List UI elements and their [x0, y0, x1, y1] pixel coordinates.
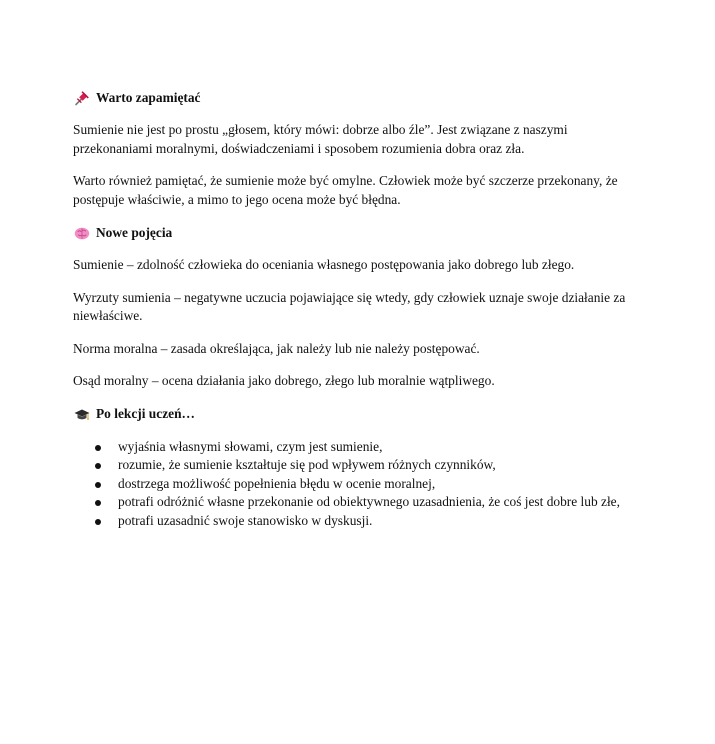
list-item [95, 438, 637, 457]
section-heading-warto-zapamietac [73, 88, 637, 108]
section-heading-text: Warto zapamiętać [96, 89, 201, 105]
bullet-icon [95, 445, 101, 451]
list-item [95, 456, 637, 475]
list-item [95, 512, 637, 531]
section-heading-text: Po lekcji uczeń… [96, 406, 195, 422]
definition-paragraph: Sumienie – zdolność człowieka do oceniania własnego postępowania jako dobrego lub złego. [73, 257, 575, 272]
bullet-icon [95, 463, 101, 469]
bullet-icon [95, 519, 101, 525]
list-item-text: potrafi odróżnić własne przekonanie od obiektywnego uzasadnienia, że coś jest dobre lub złe, [118, 494, 620, 509]
pushpin-icon [73, 89, 91, 107]
section-heading-nowe-pojecia [73, 223, 637, 243]
definition-paragraph: Norma moralna – zasada określająca, jak należy lub nie należy postępować. [73, 340, 480, 356]
list-item-text: potrafi uzasadnić swoje stanowisko w dyskusji. [118, 512, 373, 528]
bullet-icon [95, 500, 101, 506]
bullet-icon [95, 482, 101, 488]
definition-paragraph: Wyrzuty sumienia – negatywne uczucia pojawiające się wtedy, gdy człowiek uznaje swoje działanie za niewłaściwe. [73, 289, 626, 323]
list-item [95, 475, 637, 494]
list-item [95, 493, 637, 512]
paragraph: Sumienie nie jest po prostu „głosem, który mówi: dobrze albo źle”. Jest związane z naszymi przekonaniami moralnymi, doświadczeniami i sposobem rozumienia dobra oraz zła. [73, 122, 568, 156]
definition-paragraph: Osąd moralny – ocena działania jako dobrego, złego lub moralnie wątpliwego. [73, 373, 495, 388]
learning-outcomes-list [73, 438, 637, 531]
brain-icon [73, 224, 91, 242]
paragraph: Warto również pamiętać, że sumienie może być omylne. Człowiek może być szczerze przekonany, że postępuje właściwie, a mimo to jego ocena może być błędna. [73, 173, 618, 207]
list-item-text: dostrzega możliwość popełnienia błędu w ocenie moralnej, [118, 475, 436, 491]
section-heading-text: Nowe pojęcia [96, 224, 173, 240]
graduation-cap-icon [73, 406, 91, 424]
list-item-text: wyjaśnia własnymi słowami, czym jest sumienie, [118, 438, 383, 454]
section-heading-po-lekcji [73, 405, 637, 425]
list-item-text: rozumie, że sumienie kształtuje się pod wpływem różnych czynników, [118, 457, 496, 472]
